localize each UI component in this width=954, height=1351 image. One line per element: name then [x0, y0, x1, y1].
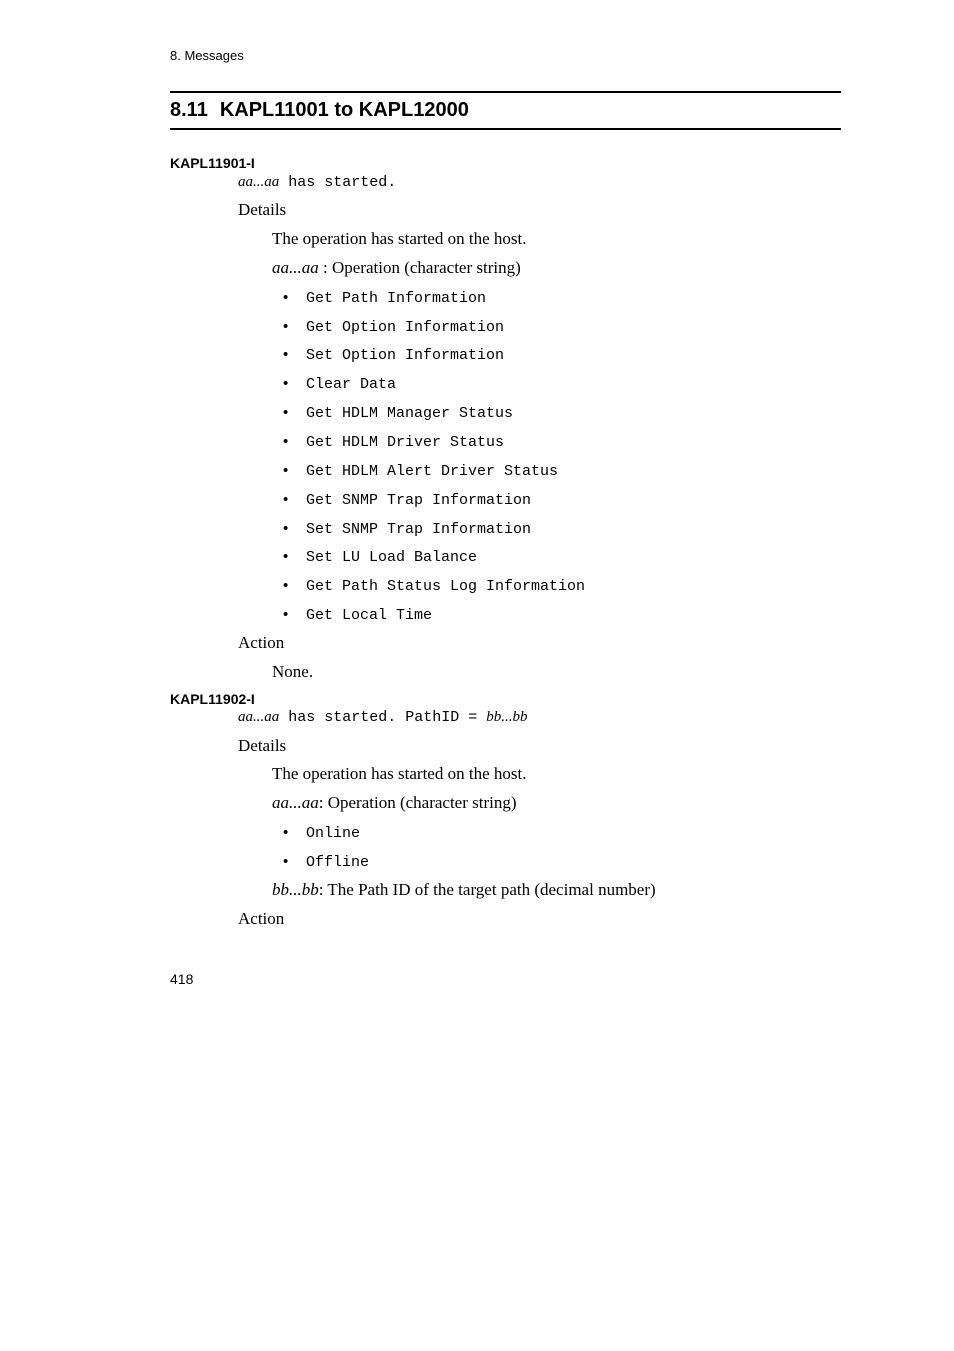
bullet-icon: • — [283, 318, 289, 335]
bullet-icon: • — [283, 606, 289, 623]
variable-name: aa...aa — [272, 793, 319, 812]
list-item: • Set Option Information — [283, 346, 505, 364]
list-item: • Get SNMP Trap Information — [283, 491, 532, 509]
list-item: • Get HDLM Alert Driver Status — [283, 462, 559, 480]
message-text-rest: has started. — [279, 174, 397, 191]
variable-desc: : Operation (character string) — [318, 258, 521, 277]
message-variable: aa...aa — [238, 709, 280, 725]
message-variable: aa...aa — [238, 174, 280, 190]
bullet-icon: • — [283, 289, 289, 306]
message-text — [238, 174, 396, 191]
bullet-icon: • — [283, 462, 289, 479]
details-label: Details — [238, 200, 287, 219]
list-item: • Get Option Information — [283, 318, 505, 336]
list-item: • Get Path Status Log Information — [283, 577, 586, 595]
section-heading — [170, 91, 841, 130]
bullet-icon: • — [283, 346, 289, 363]
details-description: The operation has started on the host. — [272, 229, 527, 248]
variable-desc: : Operation (character string) — [318, 793, 517, 812]
list-item: • Set SNMP Trap Information — [283, 520, 532, 538]
variable-description — [272, 258, 521, 278]
message-text-rest: has started. PathID = — [279, 709, 487, 726]
bullet-icon: • — [283, 824, 289, 841]
details-label: Details — [238, 736, 287, 755]
list-item: • Get Local Time — [283, 606, 433, 624]
action-label: Action — [238, 633, 285, 652]
message-variable: bb...bb — [486, 709, 528, 725]
variable-description — [272, 880, 656, 900]
list-item: • Get Path Information — [283, 289, 487, 307]
list-item: • Online — [283, 824, 361, 842]
action-label: Action — [238, 909, 285, 928]
list-item: • Set LU Load Balance — [283, 548, 478, 566]
bullet-icon: • — [283, 404, 289, 421]
message-text — [238, 709, 528, 726]
bullet-icon: • — [283, 520, 289, 537]
bullet-icon: • — [283, 433, 289, 450]
bullet-icon: • — [283, 853, 289, 870]
list-item: • Get HDLM Driver Status — [283, 433, 505, 451]
variable-name: aa...aa — [272, 258, 319, 277]
list-item: • Clear Data — [283, 375, 397, 393]
running-header: 8. Messages — [170, 48, 244, 63]
list-item: • Get HDLM Manager Status — [283, 404, 514, 422]
page-number: 418 — [170, 971, 194, 987]
message-id: KAPL11902-I — [170, 691, 255, 707]
bullet-icon: • — [283, 491, 289, 508]
section-title: KAPL11001 to KAPL12000 — [219, 99, 469, 121]
variable-name: bb...bb — [272, 880, 319, 899]
details-description: The operation has started on the host. — [272, 764, 527, 783]
section-number: 8.11 — [170, 99, 208, 121]
variable-desc: : The Path ID of the target path (decimal number) — [318, 880, 656, 899]
bullet-icon: • — [283, 577, 289, 594]
action-text: None. — [272, 662, 314, 681]
variable-description — [272, 793, 517, 813]
list-item: • Offline — [283, 853, 370, 871]
message-id: KAPL11901-I — [170, 155, 255, 171]
bullet-icon: • — [283, 375, 289, 392]
bullet-icon: • — [283, 548, 289, 565]
